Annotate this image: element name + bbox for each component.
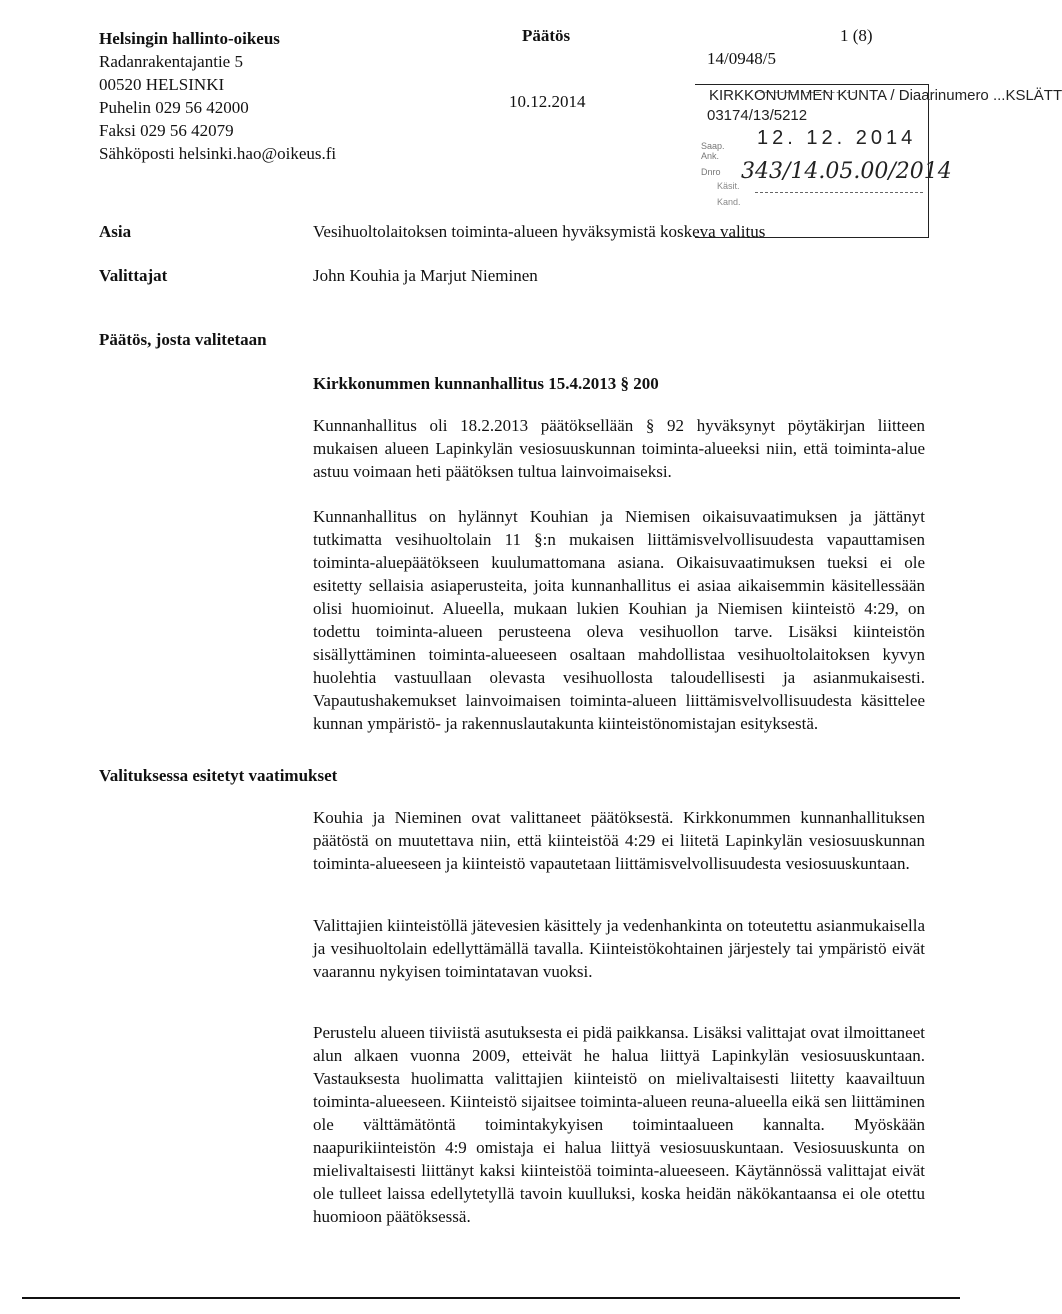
valittajat-value: John Kouhia ja Marjut Nieminen bbox=[313, 266, 538, 285]
email-address: Sähköposti helsinki.hao@oikeus.fi bbox=[99, 144, 337, 163]
fax-number: Faksi 029 56 42079 bbox=[99, 121, 234, 140]
postal-address: 00520 HELSINKI bbox=[99, 75, 225, 94]
stamp-received-date: 12. 12. 2014 bbox=[757, 127, 917, 149]
case-number: 14/0948/5 bbox=[707, 49, 776, 68]
vaatimukset-paragraph-1: Kouhia ja Nieminen ovat valittaneet päätöksestä. Kirkkonummen kunnanhallituksen päätöstä on muutettava niin, että kiinteistöä 4:29 ei liitetä Lapinkylän vesiosuuskunnan toiminta-alueeseen ja kiinteistö vapautetaan liittämisvelvollisuudesta vesiosuuskuntaan. bbox=[313, 808, 925, 873]
asia-value: Vesihuoltolaitoksen toiminta-alueen hyväksymistä koskeva valitus bbox=[313, 222, 766, 241]
bottom-rule bbox=[22, 1297, 960, 1299]
decision-date: 10.12.2014 bbox=[509, 92, 586, 111]
court-name: Helsingin hallinto-oikeus bbox=[99, 29, 280, 48]
vaatimukset-paragraph-2: Valittajien kiinteistöllä jätevesien käsittely ja vedenhankinta on toteutettu asianmukaisella ja vesihuoltolain edellyttämällä tavalla. Kiinteistökohtainen järjestely tai ympäristö eivät vaarannu nykyisen toimintatavan vuoksi. bbox=[313, 916, 925, 981]
stamp-title: KIRKKONUMMEN KUNTA / Diaarinumero ...KSLÄTT bbox=[709, 87, 1062, 104]
vaatimukset-paragraph-3: Perustelu alueen tiiviistä asutuksesta ei pidä paikkansa. Lisäksi valittajat ovat ilmoittaneet alun alkaen vuonna 2009, etteivät he halua liittyä Lapinkylän vesiosuuskuntaan. Vastauksesta huolimatta valittajien kiinteistö on mielivaltaisesti liitetty kaavailtuun toiminta-alueeseen. Kiinteistö sijaitsee toiminta-alueen reuna-alueella eikä sen liittäminen ole välttämätöntä toimintakykyisen toimintaalueen kannalta. Myöskään naapurikiinteistön 4:9 omistaja ei halua liittyä vesiosuuskuntaan. Vesiosuuskunta on mielivaltaisesti liittänyt kaksi kiinteistöä toiminta-alueeseen. Käytännössä valittajat eivät ole tulleet laissa edellytetyllä tavoin kuulluksi, koska heidän näkökantaansa ei ole otettu huomioon päätöksessä. bbox=[313, 1023, 925, 1226]
document-type: Päätös bbox=[522, 26, 571, 45]
asia-label: Asia bbox=[99, 222, 132, 241]
stamp-dash-line-lower bbox=[755, 192, 923, 193]
street-address: Radanrakentajantie 5 bbox=[99, 52, 243, 71]
stamp-handwritten-number: 343/14.05.00/2014 bbox=[741, 159, 952, 184]
page-info: 1 (8) bbox=[840, 26, 873, 45]
stamp-saap-label: Saap. bbox=[701, 141, 725, 151]
stamp-dia-number: 03174/13/5212 bbox=[707, 107, 808, 124]
stamp-ank-label: Ank. bbox=[701, 151, 720, 161]
phone-number: Puhelin 029 56 42000 bbox=[99, 98, 249, 117]
valittajat-label: Valittajat bbox=[99, 266, 168, 285]
paatos-josta-heading: Päätös, josta valitetaan bbox=[99, 330, 267, 349]
stamp-dnro-label: Dnro bbox=[701, 167, 721, 177]
paatos-paragraph-2: Kunnanhallitus on hylännyt Kouhian ja Niemisen oikaisuvaatimuksen ja jättänyt tutkimatta vesihuoltolain 11 §:n mukaisen liittämisvelvollisuudesta vapauttamisen toiminta-aluepäätökseen kuulumattomana asiana. Oikaisuvaatimuksen tueksi ei ole esitetty sellaisia asiaperusteita, joita kunnanhallitus ei asiaa aikaisemmin käsitellessään olisi huomioinut. Alueella, mukaan lukien Kouhian ja Niemisen kiinteistö 4:29, on todettu toiminta-alueen perusteena oleva vesihuollon tarve. Lisäksi kiinteistön sisällyttäminen toiminta-alueeseen osaltaan mahdollistaa vesihuoltolaitoksen kyvyn huolehtia vastuullaan olevasta vesihuollosta taloudellisesti ja asianmukaisesti. Vapautushakemukset lainvoimaisen toiminta-alueen liittämisvelvollisuudesta käsittelee kunnan ympäristö- ja rakennuslautakunta kiinteistönomistajan esityksestä. bbox=[313, 507, 925, 733]
vaatimukset-heading: Valituksessa esitetyt vaatimukset bbox=[99, 766, 338, 785]
received-stamp bbox=[695, 84, 1062, 238]
paatos-subheading: Kirkkonummen kunnanhallitus 15.4.2013 § 200 bbox=[313, 374, 659, 393]
stamp-kand-label: Kand. bbox=[717, 197, 741, 207]
stamp-kasit-label: Käsit. bbox=[717, 181, 740, 191]
paatos-paragraph-1: Kunnanhallitus oli 18.2.2013 päätöksellään § 92 hyväksynyt pöytäkirjan liitteen mukaisen alueen Lapinkylän vesiosuuskunnan toiminta-alueeksi niin, että toiminta-alue astuu voimaan heti päätöksen tultua lainvoimaiseksi. bbox=[313, 416, 925, 481]
sender-address-block bbox=[99, 27, 429, 165]
